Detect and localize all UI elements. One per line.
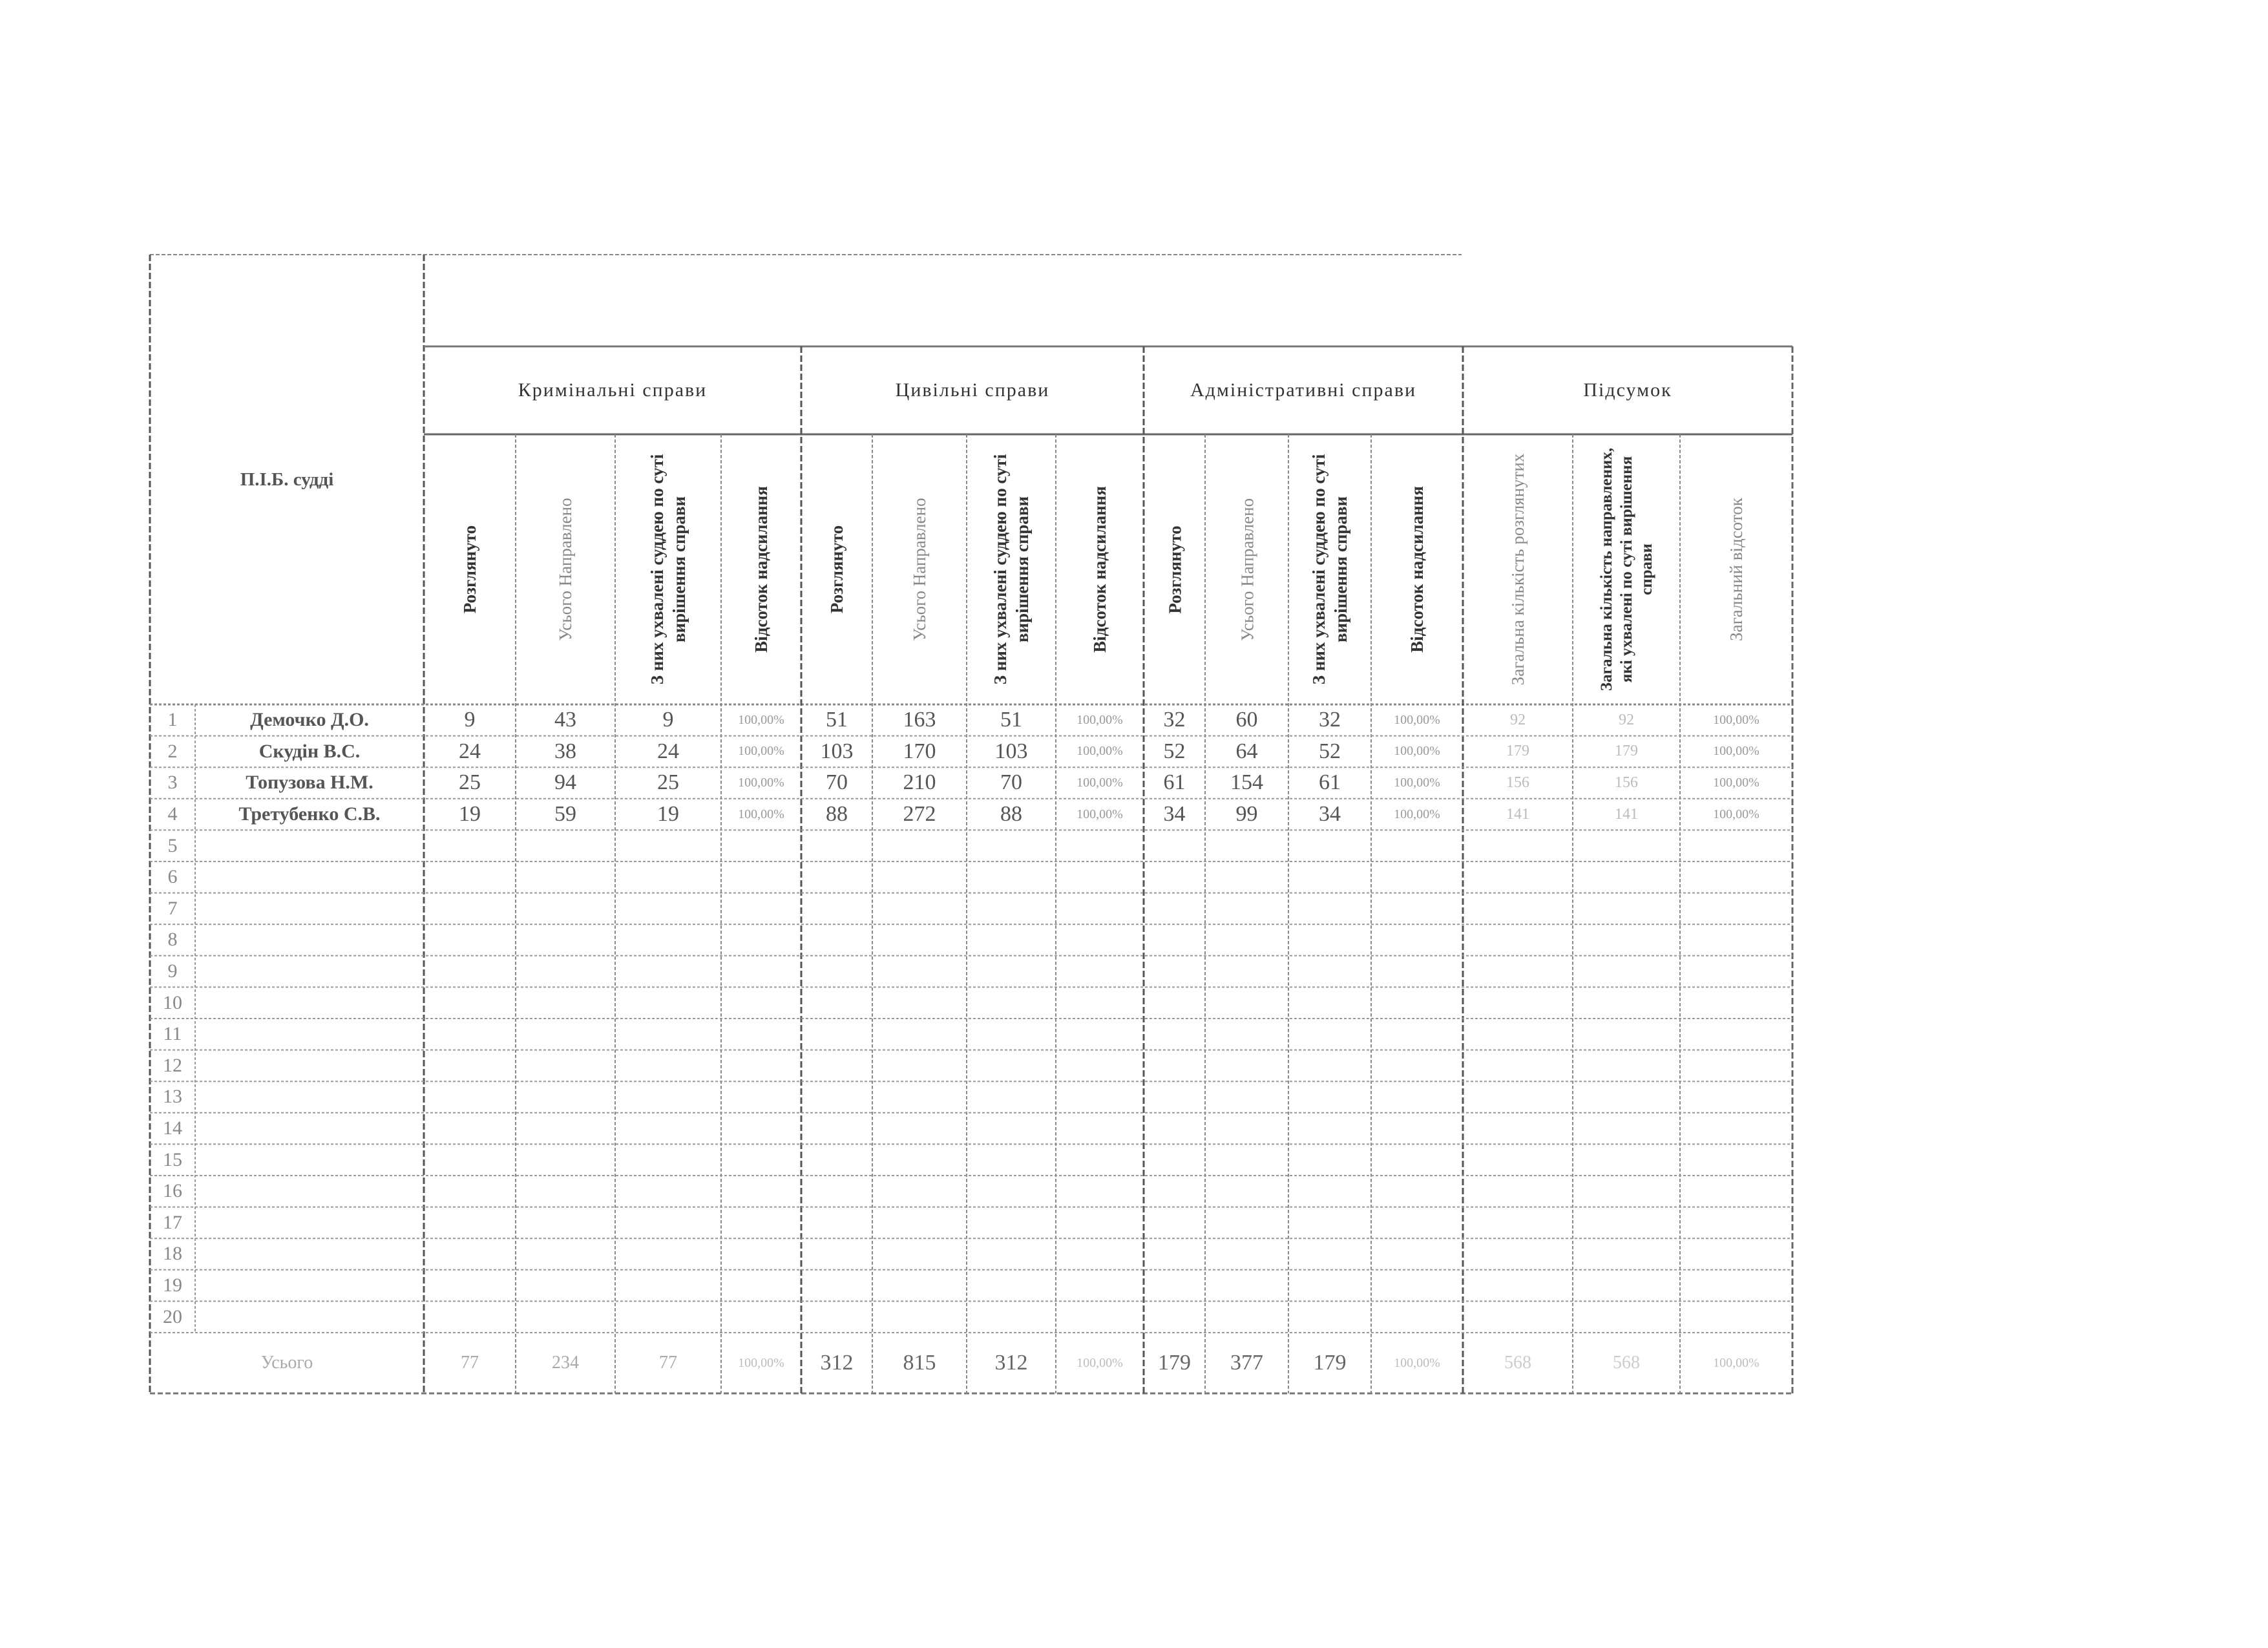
row-number: 18: [163, 1243, 182, 1265]
totals-value: 100,00%: [738, 1355, 784, 1370]
value-cell: 141: [1615, 805, 1638, 823]
value-cell: 154: [1230, 770, 1263, 795]
value-cell: 24: [657, 739, 679, 763]
row-number: 14: [163, 1117, 182, 1139]
totals-value: 312: [994, 1351, 1028, 1375]
percent-cell: 100,00%: [738, 775, 784, 790]
value-cell: 163: [903, 708, 936, 732]
percent-cell: 100,00%: [1713, 744, 1759, 759]
row-number: 17: [163, 1211, 182, 1233]
judges-statistics-table: [150, 255, 1792, 1393]
totals-label: Усього: [260, 1353, 313, 1373]
value-cell: 179: [1506, 743, 1529, 760]
totals-value: 100,00%: [1076, 1355, 1123, 1370]
judge-name-header: П.І.Б. судді: [240, 469, 334, 490]
column-header-15: Загальний відсоток: [1727, 498, 1746, 641]
column-header-4: Відсоток надсилання: [751, 486, 771, 653]
row-number: 7: [167, 897, 178, 919]
row-number: 11: [163, 1023, 182, 1045]
value-cell: 92: [1619, 711, 1634, 728]
totals-value: 179: [1158, 1351, 1191, 1375]
row-number: 12: [163, 1054, 182, 1076]
value-cell: 52: [1319, 739, 1341, 763]
totals-value: 312: [820, 1351, 854, 1375]
row-number: 19: [163, 1274, 182, 1296]
percent-cell: 100,00%: [1713, 712, 1759, 727]
percent-cell: 100,00%: [1076, 807, 1123, 821]
row-number: 5: [167, 834, 178, 856]
percent-cell: 100,00%: [738, 712, 784, 727]
value-cell: 88: [1000, 802, 1022, 827]
column-header-9: Розглянуто: [1164, 525, 1184, 614]
row-number: 3: [167, 772, 178, 794]
percent-cell: 100,00%: [1076, 744, 1123, 759]
value-cell: 70: [826, 770, 848, 795]
value-cell: 170: [903, 739, 936, 763]
value-cell: 32: [1163, 708, 1186, 732]
value-cell: 51: [826, 708, 848, 732]
judge-name: Топузова Н.М.: [246, 772, 373, 794]
row-number: 16: [163, 1180, 182, 1202]
value-cell: 61: [1319, 770, 1341, 795]
totals-value: 77: [659, 1353, 677, 1373]
percent-cell: 100,00%: [738, 744, 784, 759]
value-cell: 9: [662, 708, 674, 732]
percent-cell: 100,00%: [1713, 775, 1759, 790]
value-cell: 59: [554, 802, 576, 827]
percent-cell: 100,00%: [1076, 712, 1123, 727]
value-cell: 32: [1319, 708, 1341, 732]
value-cell: 9: [464, 708, 476, 732]
column-header-2: Усього Направлено: [556, 498, 575, 641]
column-header-10: Усього Направлено: [1237, 498, 1257, 641]
value-cell: 52: [1163, 739, 1186, 763]
value-cell: 70: [1000, 770, 1022, 795]
totals-value: 377: [1230, 1351, 1263, 1375]
totals-value: 77: [461, 1353, 479, 1373]
value-cell: 179: [1615, 743, 1638, 760]
value-cell: 25: [657, 770, 679, 795]
value-cell: 19: [459, 802, 481, 827]
judge-name: Скудін В.С.: [258, 740, 361, 762]
value-cell: 94: [554, 770, 576, 795]
value-cell: 88: [826, 802, 848, 827]
row-number: 8: [167, 929, 178, 951]
value-cell: 272: [903, 802, 936, 827]
value-cell: 92: [1510, 711, 1526, 728]
totals-value: 100,00%: [1713, 1355, 1759, 1370]
column-header-6: Усього Направлено: [910, 498, 929, 641]
row-number: 9: [167, 960, 178, 982]
judge-name: Демочко Д.О.: [250, 709, 369, 731]
group-header-3: Адміністративні справи: [1190, 379, 1417, 401]
row-number: 13: [163, 1086, 182, 1108]
column-header-1: Розглянуто: [460, 525, 479, 614]
column-header-3: З них ухвалені суддею по суті вирішення справи: [647, 454, 689, 685]
value-cell: 156: [1615, 774, 1638, 791]
totals-value: 568: [1613, 1353, 1640, 1373]
row-number: 10: [163, 991, 182, 1013]
row-number: 20: [163, 1305, 182, 1327]
percent-cell: 100,00%: [1394, 712, 1440, 727]
value-cell: 34: [1163, 802, 1186, 827]
row-number: 15: [163, 1148, 182, 1170]
percent-cell: 100,00%: [1394, 744, 1440, 759]
value-cell: 38: [554, 739, 576, 763]
row-number: 6: [167, 866, 178, 888]
totals-value: 815: [903, 1351, 936, 1375]
totals-value: 568: [1504, 1353, 1531, 1373]
row-number: 1: [167, 709, 178, 731]
percent-cell: 100,00%: [1394, 775, 1440, 790]
group-header-1: Кримінальні справи: [518, 379, 708, 401]
column-header-5: Розглянуто: [827, 525, 846, 614]
value-cell: 19: [657, 802, 679, 827]
judge-name: Третубенко С.В.: [238, 803, 381, 825]
percent-cell: 100,00%: [1076, 775, 1123, 790]
value-cell: 99: [1235, 802, 1258, 827]
row-number: 2: [167, 740, 178, 762]
row-number: 4: [167, 803, 178, 825]
totals-value: 179: [1313, 1351, 1347, 1375]
value-cell: 34: [1319, 802, 1341, 827]
value-cell: 25: [459, 770, 481, 795]
value-cell: 24: [459, 739, 481, 763]
value-cell: 156: [1506, 774, 1529, 791]
totals-value: 100,00%: [1394, 1355, 1440, 1370]
column-header-8: Відсоток надсилання: [1090, 486, 1109, 653]
value-cell: 103: [820, 739, 854, 763]
value-cell: 51: [1000, 708, 1022, 732]
percent-cell: 100,00%: [1713, 807, 1759, 821]
column-header-14: Загальна кількість направлених, які ухвалені по суті вирішення справи: [1597, 447, 1655, 692]
group-header-4: Підсумок: [1583, 379, 1672, 401]
value-cell: 210: [903, 770, 936, 795]
group-header-2: Цивільні справи: [895, 379, 1050, 401]
value-cell: 60: [1235, 708, 1258, 732]
totals-value: 234: [552, 1353, 579, 1373]
value-cell: 141: [1506, 805, 1529, 823]
percent-cell: 100,00%: [738, 807, 784, 821]
value-cell: 103: [994, 739, 1028, 763]
percent-cell: 100,00%: [1394, 807, 1440, 821]
value-cell: 43: [554, 708, 576, 732]
column-header-11: З них ухвалені суддею по суті вирішення справи: [1309, 454, 1350, 685]
column-header-12: Відсоток надсилання: [1407, 486, 1427, 653]
value-cell: 61: [1163, 770, 1186, 795]
column-header-7: З них ухвалені суддею по суті вирішення справи: [991, 454, 1032, 685]
column-header-13: Загальна кількість розглянутих: [1508, 453, 1528, 686]
value-cell: 64: [1235, 739, 1258, 763]
